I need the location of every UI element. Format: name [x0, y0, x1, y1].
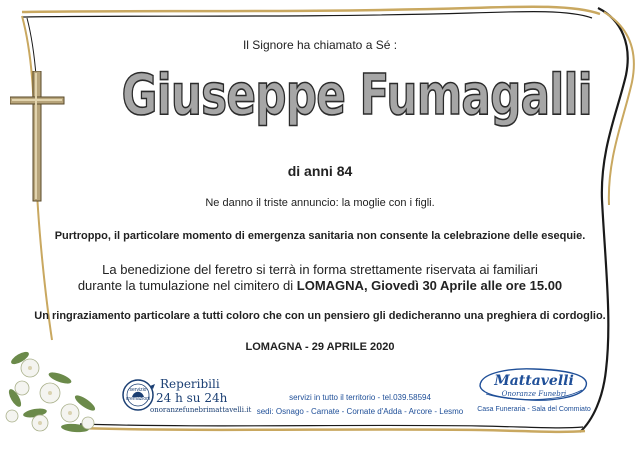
website-text: onoranzefunebrimattavelli.it	[150, 406, 252, 414]
blessing-line-2-details: LOMAGNA, Giovedì 30 Aprile alle ore 15.00	[296, 278, 563, 293]
services-phone: servizi in tutto il territorio - tel.039.58594	[289, 393, 431, 402]
availability-hours: 24 h su 24h	[156, 391, 228, 405]
announcement-text: Ne danno il triste annuncio: la moglie con i figli.	[205, 197, 435, 209]
age-text: di anni 84	[287, 163, 353, 179]
brand-caption: Casa Funeraria - Sala del Commiato	[477, 406, 591, 413]
brand-subtitle: Onoranze Funebri	[501, 390, 567, 398]
thanks-text: Un ringraziamento particolare a tutti coloro che con un pensiero gli dedicheranno una preghiera di cordoglio.	[34, 310, 606, 322]
brand-block	[472, 364, 596, 416]
deceased-name: Giuseppe Fumagalli	[121, 63, 592, 128]
place-date: LOMAGNA - 29 APRILE 2020	[245, 341, 395, 353]
services-locations: sedi: Osnago - Carnate - Cornate d'Adda - Arcore - Lesmo	[256, 407, 464, 416]
services-block	[250, 391, 470, 419]
icon-top-caption: servizio	[129, 387, 147, 393]
intro-text: Il Signore ha chiamato a Sé :	[242, 38, 398, 52]
availability-title: Reperibili	[160, 377, 220, 391]
icon-bottom-caption: cremazioni	[125, 396, 151, 402]
blessing-line-2	[0, 278, 640, 293]
blessing-line-1: La benedizione del feretro si terrà in forma strettamente riservata ai familiari	[102, 262, 538, 277]
blessing-line-2-prefix: durante la tumulazione nel cimitero di	[77, 278, 297, 293]
cross-icon	[10, 71, 66, 203]
covid-note: Purtroppo, il particolare momento di emergenza sanitaria non consente la celebrazione delle esequie.	[54, 230, 586, 242]
brand-name: Mattavelli	[494, 373, 574, 389]
availability-block	[118, 376, 250, 416]
